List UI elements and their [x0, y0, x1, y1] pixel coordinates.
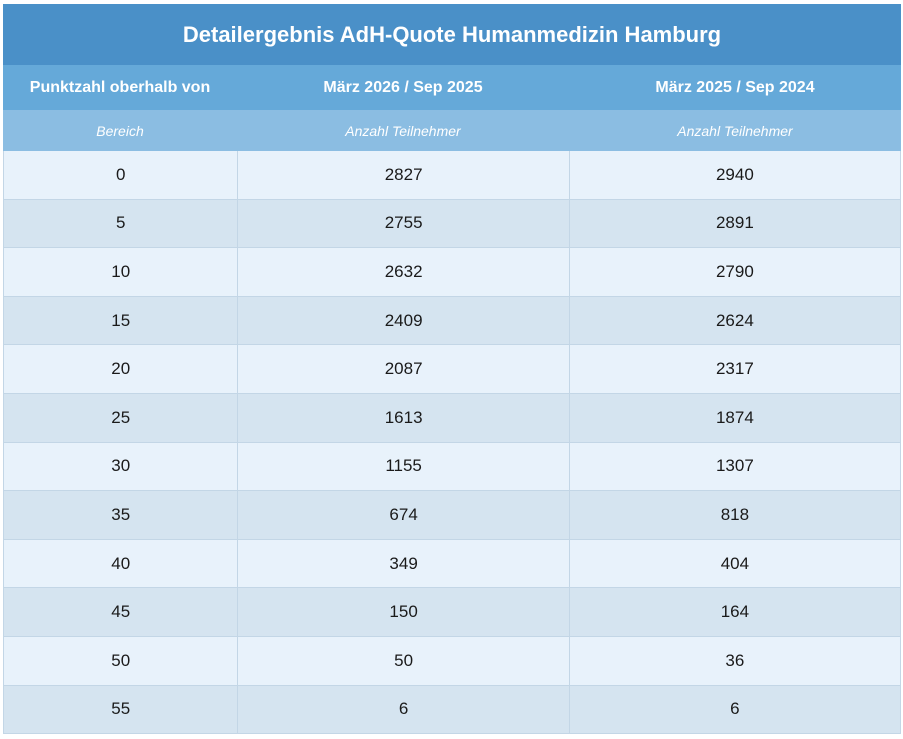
table-title: Detailergebnis AdH-Quote Humanmedizin Hamburg — [3, 4, 901, 65]
points-cell: 35 — [111, 504, 131, 524]
table-row — [4, 297, 900, 346]
subheader-range: Bereich — [96, 122, 144, 139]
count-2026-cell: 349 — [237, 540, 568, 588]
count-2025-cell: 2891 — [569, 200, 900, 248]
count-2025-cell: 2790 — [569, 248, 900, 296]
table-row — [4, 491, 900, 540]
points-cell: 25 — [111, 407, 131, 427]
points-cell: 15 — [111, 310, 131, 330]
count-2025-cell: 6 — [569, 686, 900, 734]
table-row — [4, 394, 900, 443]
subheader-row — [3, 110, 901, 151]
count-2026-cell: 2827 — [237, 151, 568, 199]
table-row — [4, 637, 900, 686]
count-2026-cell: 50 — [237, 637, 568, 685]
table-row — [4, 540, 900, 589]
table-row — [4, 588, 900, 637]
table-row — [4, 686, 900, 735]
results-table — [3, 4, 901, 734]
subheader-participants-2025: Anzahl Teilnehmer — [677, 122, 793, 139]
count-2026-cell: 1155 — [237, 443, 568, 491]
points-cell: 50 — [111, 650, 131, 670]
count-2025-cell: 818 — [569, 491, 900, 539]
count-2026-cell: 1613 — [237, 394, 568, 442]
header-period-2025: März 2025 / Sep 2024 — [655, 78, 815, 96]
count-2025-cell: 36 — [569, 637, 900, 685]
subheader-participants-2026: Anzahl Teilnehmer — [345, 122, 461, 139]
count-2026-cell: 150 — [237, 588, 568, 636]
count-2025-cell: 1307 — [569, 443, 900, 491]
points-cell: 45 — [111, 602, 131, 622]
table-body — [3, 151, 901, 734]
count-2025-cell: 1874 — [569, 394, 900, 442]
points-cell: 5 — [116, 213, 126, 233]
count-2025-cell: 404 — [569, 540, 900, 588]
table-row — [4, 151, 900, 200]
points-cell: 0 — [116, 164, 126, 184]
count-2026-cell: 2409 — [237, 297, 568, 345]
points-cell: 10 — [111, 261, 131, 281]
header-points: Punktzahl oberhalb von — [29, 78, 211, 96]
count-2025-cell: 2940 — [569, 151, 900, 199]
points-cell: 40 — [111, 553, 131, 573]
count-2025-cell: 164 — [569, 588, 900, 636]
count-2026-cell: 2755 — [237, 200, 568, 248]
count-2026-cell: 2087 — [237, 345, 568, 393]
count-2025-cell: 2624 — [569, 297, 900, 345]
table-row — [4, 345, 900, 394]
table-row — [4, 248, 900, 297]
points-cell: 20 — [111, 359, 131, 379]
count-2026-cell: 674 — [237, 491, 568, 539]
header-row — [3, 65, 901, 110]
table-row — [4, 200, 900, 249]
header-period-2026: März 2026 / Sep 2025 — [323, 78, 483, 96]
count-2025-cell: 2317 — [569, 345, 900, 393]
count-2026-cell: 2632 — [237, 248, 568, 296]
table-row — [4, 443, 900, 492]
count-2026-cell: 6 — [237, 686, 568, 734]
points-cell: 55 — [111, 699, 131, 719]
points-cell: 30 — [111, 456, 131, 476]
